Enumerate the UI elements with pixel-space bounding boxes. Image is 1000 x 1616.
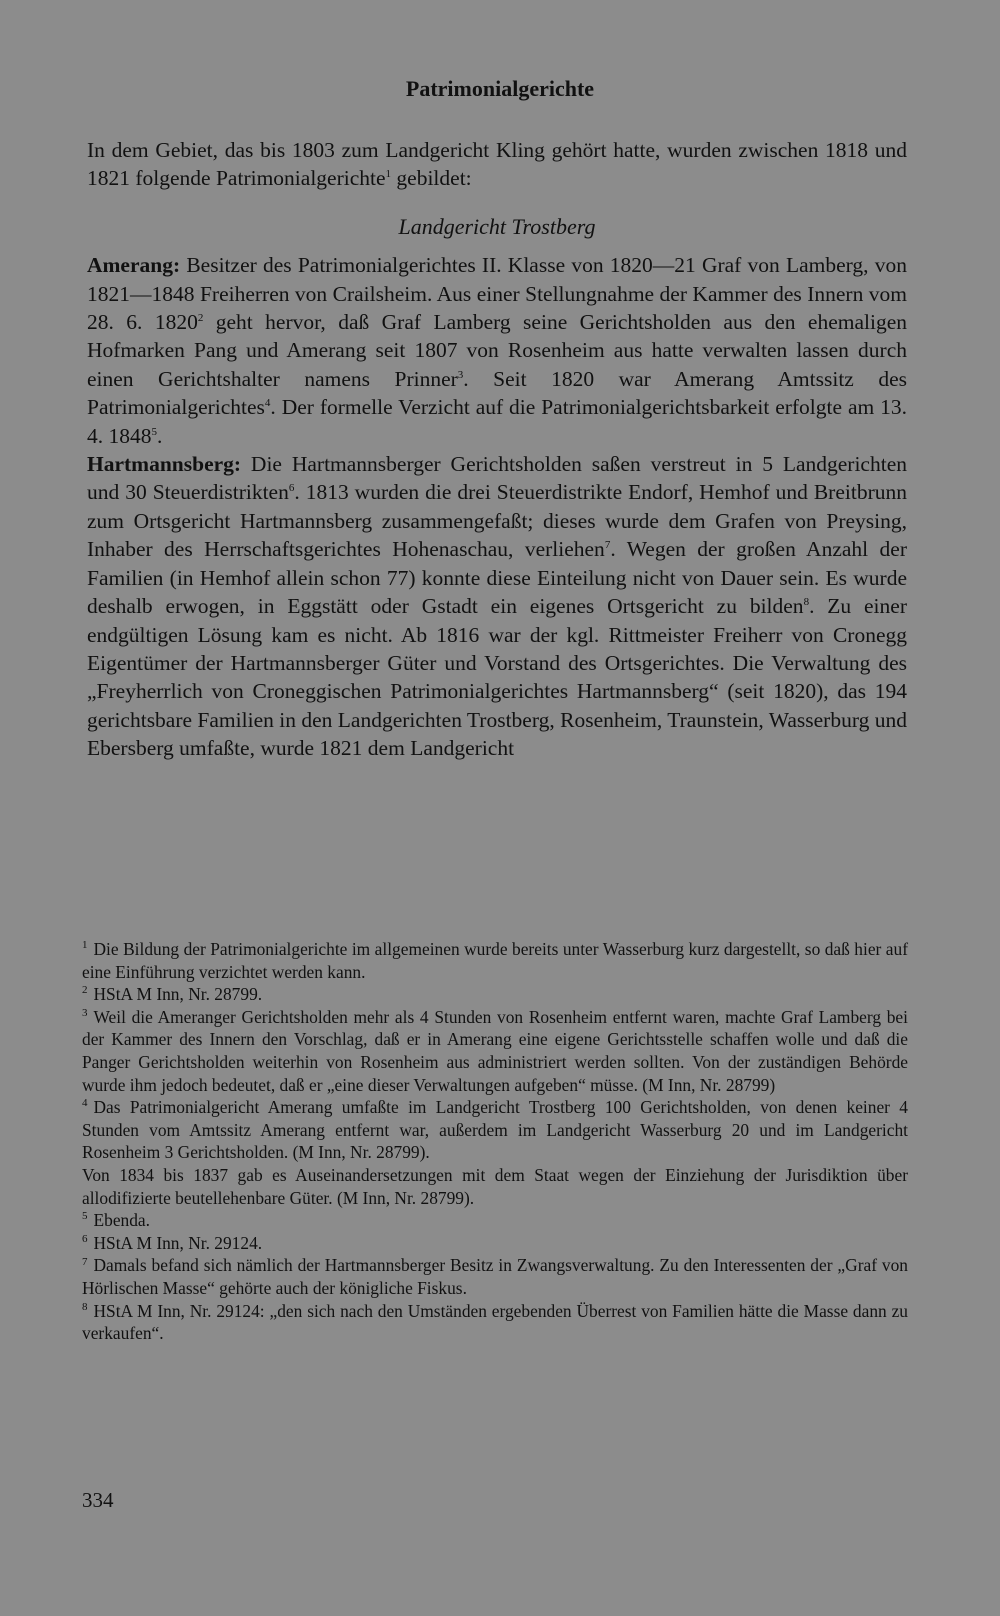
paragraph-text: . 1813 wurden die drei Steuerdistrikte Endorf, Hemhof und Breitbrunn zum Ortsgericht Hartmannsberg zusammengefaßt; dieses wurde dem Grafen von Preysing, Inhaber des Herrschaftsgerichtes Hohenaschau, verliehen: [87, 480, 907, 562]
footnote-number: 2: [82, 984, 88, 997]
footnote-ref: 8: [803, 595, 810, 608]
footnote-text: Das Patrimonialgericht Amerang umfaßte im Landgericht Trostberg 100 Gerichtsholden, von denen keiner 4 Stunden vom Amtssitz Amerang entfernt war, außerdem im Landgericht Wasserburg 20 und im Landgericht Rosenheim 3 Gerichtsholden. (M Inn, Nr. 28799).: [82, 1097, 908, 1163]
paragraph-text: . Seit 1820 war Amerang Amtssitz des Patrimonialgerichtes: [87, 366, 907, 420]
hartmannsberg-label: Hartmannsberg:: [87, 452, 242, 477]
hartmannsberg-paragraph: [87, 450, 907, 762]
section-heading: Landgericht Trostberg: [398, 213, 596, 239]
footnotes: [82, 938, 908, 1345]
intro-text: In dem Gebiet, das bis 1803 zum Landgericht Kling gehört hatte, wurden zwischen 1818 und 1821 folgende Patrimonialgerichte: [87, 138, 907, 191]
footnote: [82, 1006, 908, 1096]
footnote: [82, 983, 908, 1006]
footnote-number: 6: [82, 1232, 88, 1245]
footnote-number: 1: [82, 939, 88, 952]
paragraph-text: Die Hartmannsberger Gerichtsholden saßen verstreut in 5 Landgerichten und 30 Steuerdistrikten: [87, 452, 907, 505]
footnote-number: 3: [82, 1006, 88, 1019]
footnote-ref: 6: [288, 482, 295, 495]
footnote-number: 8: [82, 1300, 88, 1313]
intro-text-end: gebildet:: [391, 166, 472, 191]
paragraph-text: geht hervor, daß Graf Lamberg seine Gerichtsholden aus den ehemaligen Hofmarken Pang und Amerang seit 1807 von Rosenheim aus hatte verwalten lassen durch einen Gerichtshalter namens Prinner: [87, 310, 908, 391]
footnote: [82, 1209, 908, 1232]
paragraph-text: .: [157, 423, 163, 448]
footnote-number: 5: [82, 1210, 88, 1223]
body-text: [87, 136, 907, 763]
footnote-text: Damals befand sich nämlich der Hartmannsberger Besitz in Zwangsverwaltung. Zu den Interessenten der „Graf von Hörlischen Masse“ gehörte auch der königliche Fiskus.: [82, 1255, 908, 1298]
footnote-number: 7: [82, 1255, 88, 1268]
intro-paragraph: [87, 136, 907, 193]
footnote-ref: 5: [151, 425, 157, 438]
footnote-number: 4: [82, 1097, 88, 1110]
footnote-text: Von 1834 bis 1837 gab es Auseinandersetzungen mit dem Staat wegen der Einziehung der Jurisdiktion über allodifizierte beutellehenbare Güter. (M Inn, Nr. 28799).: [82, 1164, 908, 1208]
footnote-ref: 3: [457, 368, 464, 381]
footnote: [82, 1232, 908, 1255]
footnote-text: Ebenda.: [93, 1210, 150, 1231]
footnote-text: Weil die Ameranger Gerichtsholden mehr als 4 Stunden von Rosenheim entfernt waren, machte Graf Lamberg bei der Kammer des Innern den Vorschlag, daß er in Amerang eine eigene Gerichtsstelle schaffen wolle und daß die Panger Gerichtsholden weiterhin von Rosenheim aus administriert werden sollten. Von der zuständigen Behörde wurde ihm jedoch bedeutet, daß er „eine dieser Verwaltungen aufgeben“ müsse. (M Inn, Nr. 28799): [82, 1006, 908, 1095]
footnote-text: HStA M Inn, Nr. 28799.: [93, 984, 263, 1005]
footnote-ref: 7: [604, 539, 611, 552]
page-number: 334: [82, 1488, 114, 1512]
footnote-text: HStA M Inn, Nr. 29124.: [93, 1232, 263, 1253]
footnote: [82, 1254, 908, 1299]
paragraph-text: Besitzer des Patrimonialgerichtes II. Klasse von 1820—21 Graf von Lamberg, von 1821—1848 Freiherren von Crailsheim. Aus einer Stellungnahme der Kammer des Innern vom 28. 6. 1820: [87, 253, 907, 335]
page-title: Patrimonialgerichte: [405, 76, 595, 101]
footnote: [82, 938, 908, 983]
paragraph-text: . Wegen der großen Anzahl der Familien (in Hemhof allein schon 77) konnte diese Einteilung nicht von Dauer sein. Es wurde deshalb erwogen, in Eggstätt oder Gstadt ein eigenes Ortsgericht zu bilden: [87, 537, 907, 619]
paragraph-text: . Zu einer endgültigen Lösung kam es nicht. Ab 1816 war der kgl. Rittmeister Freiherr von Cronegg Eigentümer der Hartmannsberger Güter und Vorstand des Ortsgerichtes. Die Verwaltung des „Freyherrlich von Croneggischen Patrimonialgerichtes Hartmannsberg“ (seit 1820), das 194 gerichtsbare Familien in den Landgerichten Trostberg, Rosenheim, Traunstein, Wasserburg und Ebersberg umfaßte, wurde 1821 dem Landgericht: [87, 594, 907, 761]
footnote: [82, 1300, 908, 1345]
footnote-ref: 1: [385, 168, 392, 181]
footnote: [82, 1096, 908, 1164]
footnote-text: Die Bildung der Patrimonialgerichte im allgemeinen wurde bereits unter Wasserburg kurz dargestellt, so daß hier auf eine Einführung verzichtet werden kann.: [82, 939, 908, 982]
amerang-label: Amerang:: [87, 253, 181, 278]
footnote-continuation: [82, 1164, 908, 1209]
amerang-paragraph: [87, 251, 907, 450]
footnote-ref: 4: [264, 397, 271, 410]
paragraph-text: . Der formelle Verzicht auf die Patrimonialgerichtsbarkeit erfolgte am 13. 4. 1848: [87, 395, 907, 448]
footnote-text: HStA M Inn, Nr. 29124: „den sich nach den Umständen ergebenden Überrest von Familien hätte die Masse dann zu verkaufen“.: [82, 1300, 908, 1344]
footnote-ref: 2: [197, 311, 204, 324]
